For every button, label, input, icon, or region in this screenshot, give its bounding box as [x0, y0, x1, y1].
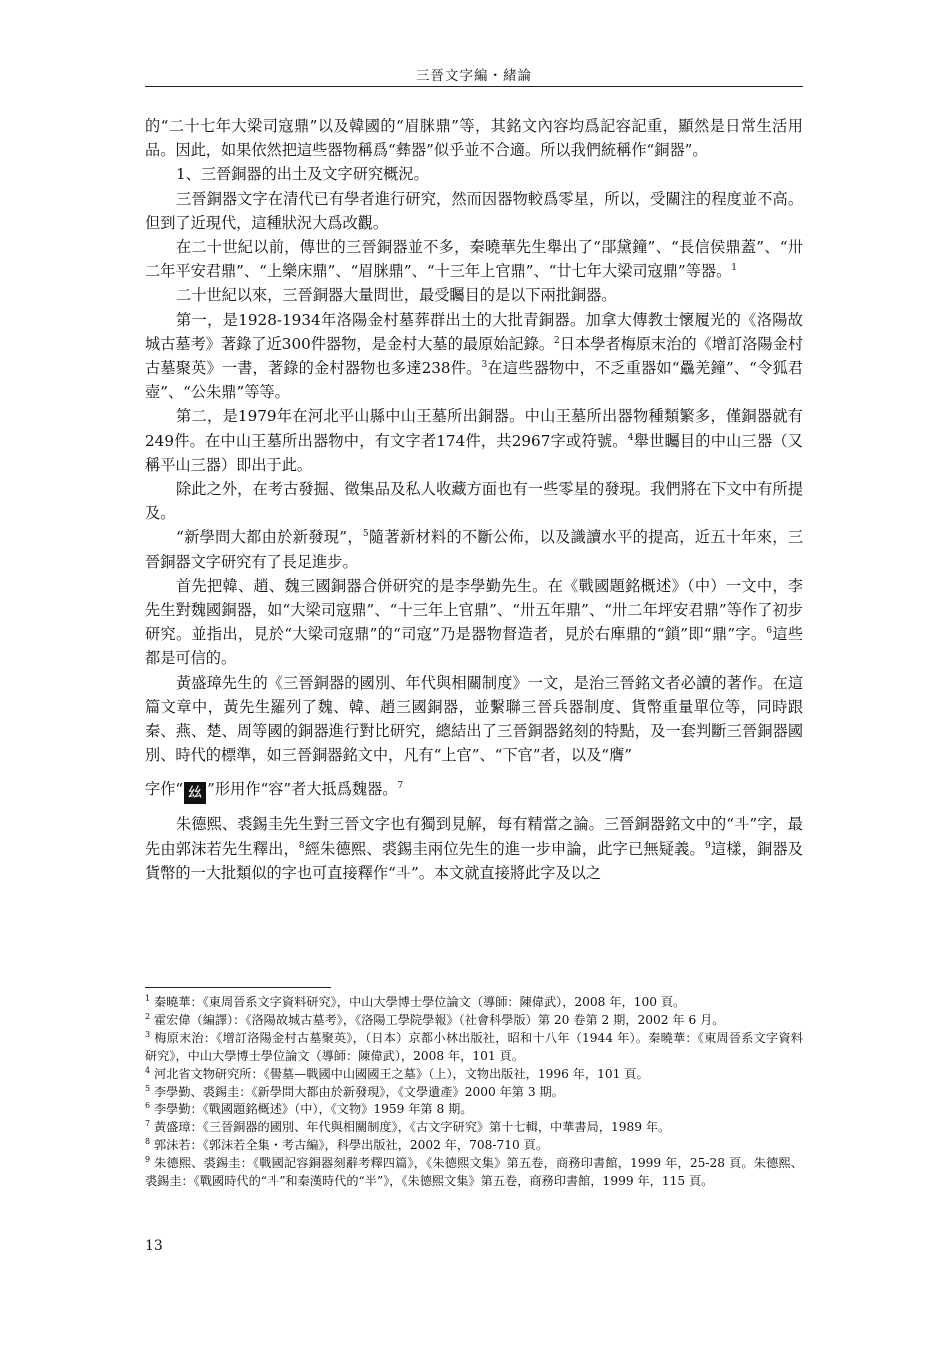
footnote-number: 2: [145, 1011, 151, 1021]
paragraph: [145, 525, 803, 573]
paragraph-text: 這些都是可信的。: [145, 625, 804, 668]
paragraph: [145, 114, 803, 162]
footnote-ref[interactable]: 3: [481, 359, 488, 370]
paragraph-text: 黃盛璋先生的《三晉銅器的國別、年代與相關制度》一文，是治三晉銘文者必讀的著作。在這篇文章中，黃先生羅列了魏、韓、趙三國銅器，並繫聯三晉兵器制度、貨幣重量單位等，同時跟秦、燕、楚、周等國的銅器進行對比研究，總結出了三晉銅器銘刻的特點，及一套判斷三晉銅器國別、時代的標準，如三晉銅器銘文中，凡有“上官”、“下官”者，以及“膺”: [145, 673, 803, 765]
paragraph-continuation: [145, 777, 803, 804]
ancient-glyph-icon: 𢆶: [184, 782, 206, 804]
paragraph-text: 的“二十七年大梁司寇鼎”以及韓國的“眉脒鼎”等，其銘文內容均爲記容記重，顯然是日常生活用品。因此，如果依然把這些器物稱爲“彝器”似乎並不合適。所以我們統稱作“銅器”。: [145, 117, 803, 160]
footnote-number: 3: [145, 1029, 151, 1039]
footnote: [145, 1012, 803, 1030]
footnote-text: 霍宏偉（編譯）：《洛陽故城古墓考》，《洛陽工學院學報》（社會科學版）第 20 卷第 2 期，2002 年 6 月。: [153, 1012, 725, 1027]
paragraph-text: 舉世矚目的中山三器（又稱平山三器）即出于此。: [145, 431, 803, 474]
paragraph-text: 朱德熙、裘錫圭先生對三晉文字也有獨到見解，每有精當之論。三晉銅器銘文中的“𣁬”字，最先由郭沫若先生釋出，: [145, 815, 803, 858]
body-text: [145, 114, 803, 885]
footnote-number: 9: [145, 1155, 151, 1165]
footnotes: [145, 994, 803, 1191]
footnote: [145, 1155, 803, 1191]
paragraph: [145, 283, 803, 307]
footnote-divider: [145, 987, 331, 988]
footnote-text: 河北省文物研究所：《嚳墓—戰國中山國國王之墓》（上），文物出版社，1996 年，101 頁。: [153, 1066, 649, 1081]
paragraph-text: 隨著新材料的不斷公佈，以及識讀水平的提高，近五十年來，三晉銅器文字研究有了長足進步。: [145, 528, 804, 571]
paragraph-text: 首先把韓、趙、魏三國銅器合併研究的是李學勤先生。在《戰國題銘概述》（中）一文中，李先生對魏國銅器，如“大梁司寇鼎”、“十三年上官鼎”、“卅五年鼎”、“卅二年坪安君鼎”等作了初步研究。並指出，見於“大梁司寇鼎”的“司寇”乃是器物督造者，見於右㢑鼎的“鎖”即“鼎”字。: [145, 576, 803, 644]
paragraph-text: 日本學者梅原末治的《增訂洛陽金村古墓聚英》一書，著錄的金村器物也多達238件。: [145, 334, 804, 378]
footnote-ref[interactable]: 1: [731, 263, 737, 274]
paragraph-text: 三晉銅器文字在清代已有學者進行研究，然而因器物較爲零星，所以，受關注的程度並不高。但到了近現代，這種狀況大爲改觀。: [145, 189, 803, 232]
footnote-ref[interactable]: 2: [554, 335, 560, 346]
footnote-ref[interactable]: 8: [298, 840, 305, 851]
paragraph-text: 字作“: [145, 780, 184, 799]
footnote-text: 李學勤：《戰國題銘概述》（中），《文物》1959 年第 8 期。: [153, 1102, 473, 1117]
paragraph-text: 二十世紀以來，三晉銅器大量問世，最受矚目的是以下兩批銅器。: [176, 286, 617, 305]
footnote-ref[interactable]: 9: [704, 840, 711, 851]
paragraph: [145, 477, 803, 525]
footnote: [145, 1119, 803, 1137]
footnote: [145, 994, 803, 1012]
footnote-number: 4: [145, 1065, 151, 1075]
paragraph: [145, 187, 803, 235]
page-header: 三晉文字編・緒論: [416, 68, 532, 84]
section-heading: [145, 162, 803, 186]
footnote-text: 郭沫若：《郭沫若全集・考古編》，科學出版社，2002 年，708-710 頁。: [153, 1138, 549, 1153]
paragraph: [145, 404, 803, 477]
paragraph: [145, 235, 803, 283]
paragraph-text: 除此之外，在考古發掘、徵集品及私人收藏方面也有一些零星的發現。我們將在下文中有所提及。: [145, 480, 803, 523]
footnote-text: 黃盛璋：《三晉銅器的國別、年代與相關制度》，《古文字研究》第十七輯，中華書局，1989 年。: [153, 1120, 671, 1135]
paragraph-text: 第二，是1979年在河北平山縣中山王墓所出銅器。中山王墓所出器物種類繁多，僅銅器就有249件。在中山王墓所出器物中，有文字者174件，共2967字或符號。: [145, 407, 803, 450]
paragraph-text: 這樣，銅器及貨幣的一大批類似的字也可直接釋作“𣁬”。本文就直接將此字及以之: [145, 839, 804, 882]
footnote-text: 朱德熙、裘錫圭：《戰國記容銅器刻辭考釋四篇》，《朱德熙文集》第五卷，商務印書館，1999 年，25-28 頁。朱德熙、裘錫圭：《戰國時代的“𣁬”和秦漢時代的“半”》，《朱德熙文集》第五卷，商務印書館，1999 年，115 頁。: [145, 1156, 803, 1189]
footnote-number: 8: [145, 1137, 151, 1147]
paragraph-text: ”形用作“容”者大抵爲魏器。: [207, 780, 398, 799]
paragraph: [145, 574, 803, 671]
paragraph-text: 在這些器物中，不乏重器如“驫羌鐘”、“令狐君壺”、“公朱鼎”等等。: [145, 359, 803, 402]
paragraph-text: 經朱德熙、裘錫圭兩位先生的進一步申論，此字已無疑義。: [304, 839, 705, 858]
header-divider: [145, 86, 803, 87]
paragraph-text: 第一，是1928-1934年洛陽金村墓葬群出土的大批青銅器。加拿大傳教士懷履光的《洛陽故城古墓考》著錄了近300件器物，是金村大墓的最原始記錄。: [145, 310, 803, 353]
footnote-ref[interactable]: 4: [627, 432, 634, 443]
footnote: [145, 1101, 803, 1119]
paragraph: [145, 671, 803, 768]
footnote-text: 梅原末治：《增訂洛陽金村古墓聚英》，（日本）京都小林出版社，昭和十八年（1944 年）。秦曉華：《東周晉系文字資料研究》，中山大學博士學位論文（導師：陳偉武），2008 年，101 頁。: [145, 1030, 804, 1063]
footnote: [145, 1084, 803, 1102]
footnote: [145, 1137, 803, 1155]
footnote-number: 5: [145, 1083, 151, 1093]
footnote: [145, 1066, 803, 1084]
footnote-number: 1: [145, 993, 151, 1003]
paragraph-text: “新學問大都由於新發現”，: [176, 528, 363, 547]
paragraph: [145, 812, 803, 885]
paragraph: [145, 308, 803, 405]
footnote-text: 秦曉華：《東周晉系文字資料研究》，中山大學博士學位論文（導師：陳偉武），2008 年，100 頁。: [153, 995, 686, 1009]
page-number: 13: [145, 1238, 163, 1254]
section-heading-text: 1、三晉銅器的出土及文字研究概況。: [176, 165, 429, 184]
paragraph-text: 在二十世紀以前，傳世的三晉銅器並不多，秦曉華先生舉出了“郘黛鐘”、“長信侯鼎蓋”、“卅二年平安君鼎”、“上樂床鼎”、“眉脒鼎”、“十三年上官鼎”、“廿七年大梁司寇鼎”等器。: [145, 238, 803, 281]
footnote-ref[interactable]: 5: [362, 529, 369, 540]
footnote-text: 李學勤、裘錫圭：《新學問大都由於新發現》，《文學遺產》2000 年第 3 期。: [153, 1084, 564, 1099]
footnote-number: 6: [145, 1101, 151, 1111]
footnote-ref[interactable]: 6: [766, 626, 773, 637]
footnote: [145, 1030, 803, 1066]
footnote-ref[interactable]: 7: [397, 781, 404, 792]
footnote-number: 7: [145, 1119, 151, 1129]
